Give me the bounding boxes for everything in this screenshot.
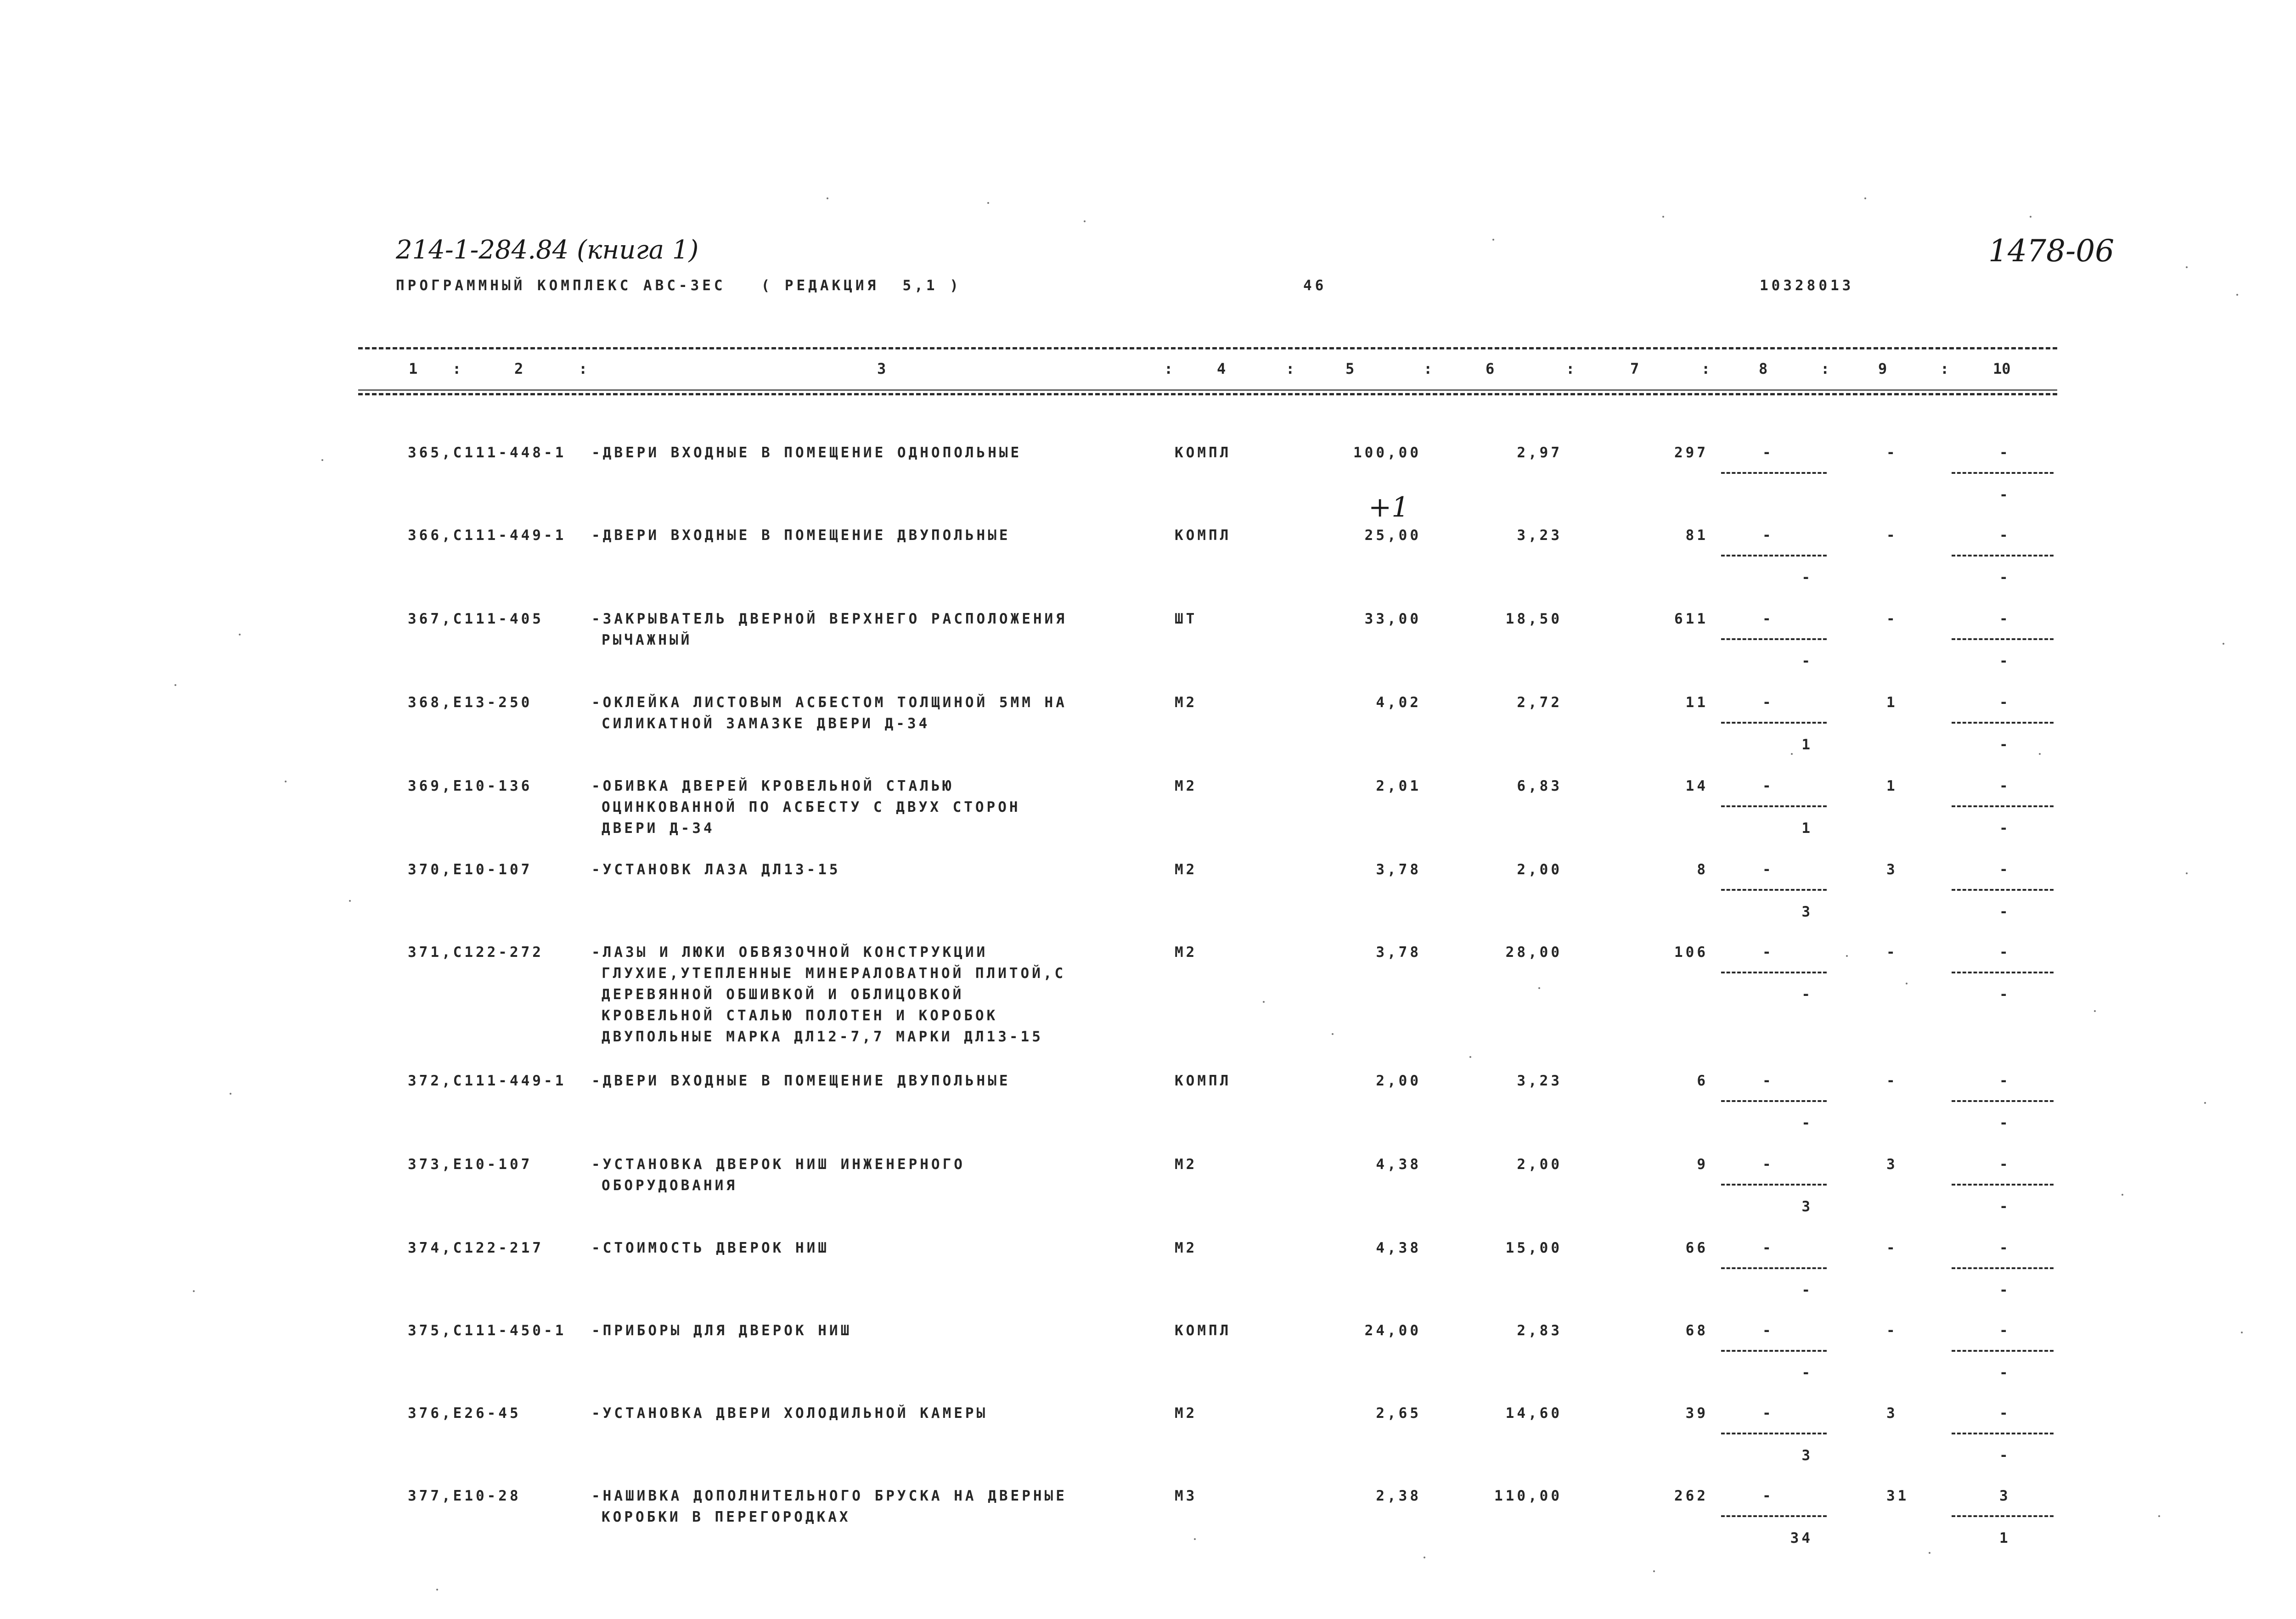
- item-description-line: КОРОБКИ В ПЕРЕГОРОДКАХ: [602, 1509, 851, 1525]
- item-description-line: -ЛАЗЫ И ЛЮКИ ОБВЯЗОЧНОЙ КОНСТРУКЦИИ: [591, 944, 988, 961]
- subtotal-rule-col8: [1721, 972, 1827, 973]
- item-code: 370,Е10-107: [408, 861, 533, 878]
- subtotal-rule-col10: [1952, 1350, 2054, 1352]
- header-bottom-rule: [358, 393, 2057, 395]
- quantity: 100,00: [1353, 444, 1421, 461]
- column-separator: :: [1821, 360, 1830, 377]
- col8-subvalue: 34: [1790, 1530, 1813, 1546]
- item-description-line: -НАШИВКА ДОПОЛНИТЕЛЬНОГО БРУСКА НА ДВЕРНЫЕ: [591, 1488, 1067, 1504]
- subtotal-rule-col8: [1721, 555, 1827, 557]
- unit: КОМПЛ: [1175, 1322, 1232, 1339]
- col8-value: -: [1762, 944, 1774, 961]
- quantity: 4,38: [1376, 1240, 1421, 1256]
- scan-speck: [1469, 1056, 1471, 1058]
- unit-price: 15,00: [1505, 1240, 1562, 1256]
- item-description-line: -УСТАНОВК ЛАЗА ДЛ13-15: [591, 861, 841, 878]
- scan-speck: [2094, 1010, 2096, 1012]
- total-cost: 611: [1674, 611, 1708, 627]
- item-description-line: КРОВЕЛЬНОЙ СТАЛЬЮ ПОЛОТЕН И КОРОБОК: [602, 1007, 998, 1024]
- subtotal-rule-col10: [1952, 555, 2054, 557]
- col10-subvalue: 1: [1999, 1530, 2011, 1546]
- col10-subvalue: -: [1999, 569, 2011, 586]
- subtotal-rule-col8: [1721, 472, 1827, 474]
- subtotal-rule-col10: [1952, 1433, 2054, 1434]
- subtotal-rule-col8: [1721, 1267, 1827, 1269]
- col8-subvalue: 3: [1801, 1198, 1813, 1215]
- scan-speck: [193, 1290, 195, 1292]
- quantity: 2,38: [1376, 1488, 1421, 1504]
- col8-subvalue: 1: [1801, 820, 1813, 837]
- handwritten-book-code: 214-1-284.84 (книга 1): [396, 235, 699, 265]
- program-line: ПРОГРАММНЫЙ КОМПЛЕКС АВС-ЗЕС ( РЕДАКЦИЯ 5,1 ): [396, 277, 962, 294]
- col8-value: -: [1762, 1488, 1774, 1504]
- item-code: 369,Е10-136: [408, 778, 533, 794]
- scan-speck: [1424, 1557, 1425, 1558]
- unit-price: 3,23: [1517, 527, 1562, 544]
- item-description-line: РЫЧАЖНЫЙ: [602, 632, 692, 648]
- unit-price: 2,72: [1517, 694, 1562, 711]
- subtotal-rule-col8: [1721, 889, 1827, 891]
- scan-speck: [1864, 197, 1866, 199]
- col10-subvalue: -: [1999, 736, 2011, 753]
- scan-speck: [1492, 239, 1494, 241]
- unit-price: 2,97: [1517, 444, 1562, 461]
- quantity: 2,65: [1376, 1405, 1421, 1422]
- col10-value: -: [1999, 611, 2011, 627]
- subtotal-rule-col10: [1952, 1267, 2054, 1269]
- item-description-line: ОЦИНКОВАННОЙ ПО АСБЕСТУ С ДВУХ СТОРОН: [602, 799, 1021, 815]
- column-separator: :: [452, 360, 461, 377]
- col10-value: -: [1999, 1073, 2011, 1089]
- quantity: 2,01: [1376, 778, 1421, 794]
- item-code: 373,Е10-107: [408, 1156, 533, 1173]
- quantity: 2,00: [1376, 1073, 1421, 1089]
- quantity: 4,02: [1376, 694, 1421, 711]
- unit: КОМПЛ: [1175, 527, 1232, 544]
- col8-value: -: [1762, 1322, 1774, 1339]
- scan-speck: [1929, 1552, 1930, 1554]
- item-description-line: -СТОИМОСТЬ ДВЕРОК НИШ: [591, 1240, 829, 1256]
- col10-value: -: [1999, 1322, 2011, 1339]
- item-code: 375,С111-450-1: [408, 1322, 567, 1339]
- column-separator: :: [1940, 360, 1949, 377]
- total-cost: 81: [1685, 527, 1708, 544]
- subtotal-rule-col8: [1721, 1184, 1827, 1186]
- item-code: 374,С122-217: [408, 1240, 544, 1256]
- unit: М2: [1175, 944, 1198, 961]
- unit-price: 2,00: [1517, 861, 1562, 878]
- col8-value: -: [1762, 527, 1774, 544]
- col8-value: -: [1762, 611, 1774, 627]
- total-cost: 262: [1674, 1488, 1708, 1504]
- handwritten-plus-annotation: +1: [1368, 491, 1409, 523]
- scan-speck: [2030, 216, 2032, 218]
- unit: М2: [1175, 1156, 1198, 1173]
- scan-speck: [285, 781, 287, 782]
- quantity: 25,00: [1364, 527, 1421, 544]
- unit: КОМПЛ: [1175, 444, 1232, 461]
- col10-subvalue: -: [1999, 1447, 2011, 1464]
- unit-price: 110,00: [1494, 1488, 1562, 1504]
- subtotal-rule-col8: [1721, 638, 1827, 640]
- col10-value: -: [1999, 861, 2011, 878]
- item-code: 377,Е10-28: [408, 1488, 521, 1504]
- col9-value: 1: [1886, 778, 1898, 794]
- col8-subvalue: -: [1801, 569, 1813, 586]
- col10-value: -: [1999, 527, 2011, 544]
- handwritten-register-number: 1478-06: [1988, 233, 2115, 269]
- col9-value: 1: [1886, 694, 1898, 711]
- scan-speck: [1538, 987, 1540, 989]
- column-header-3: 3: [877, 360, 886, 377]
- scan-speck: [230, 1093, 231, 1095]
- item-code: 372,С111-449-1: [408, 1073, 567, 1089]
- col8-value: -: [1762, 778, 1774, 794]
- item-description-line: ГЛУХИЕ,УТЕПЛЕННЫЕ МИНЕРАЛОВАТНОЙ ПЛИТОЙ,С: [602, 965, 1066, 982]
- total-cost: 11: [1685, 694, 1708, 711]
- col9-value: 3: [1886, 861, 1898, 878]
- col10-value: -: [1999, 1240, 2011, 1256]
- col8-value: -: [1762, 1405, 1774, 1422]
- column-header-8: 8: [1759, 360, 1768, 377]
- subtotal-rule-col10: [1952, 1184, 2054, 1186]
- col10-value: -: [1999, 778, 2011, 794]
- col8-subvalue: 1: [1801, 736, 1813, 753]
- col9-value: -: [1886, 1073, 1898, 1089]
- subtotal-rule-col10: [1952, 1100, 2054, 1102]
- col8-subvalue: -: [1801, 1282, 1813, 1299]
- column-separator: :: [1424, 360, 1433, 377]
- col9-value: -: [1886, 1240, 1898, 1256]
- subtotal-rule-col8: [1721, 805, 1827, 807]
- scan-speck: [321, 459, 323, 461]
- scan-speck: [2039, 753, 2041, 755]
- col9-value: -: [1886, 611, 1898, 627]
- item-code: 376,Е26-45: [408, 1405, 521, 1422]
- total-cost: 6: [1697, 1073, 1708, 1089]
- quantity: 3,78: [1376, 861, 1421, 878]
- item-description-line: ОБОРУДОВАНИЯ: [602, 1177, 737, 1194]
- column-header-2: 2: [514, 360, 523, 377]
- col8-subvalue: -: [1801, 1115, 1813, 1131]
- col8-value: -: [1762, 444, 1774, 461]
- subtotal-rule-col10: [1952, 805, 2054, 807]
- col10-value: 3: [1999, 1488, 2011, 1504]
- scan-speck: [2122, 1194, 2123, 1196]
- col8-value: -: [1762, 1240, 1774, 1256]
- item-code: 368,Е13-250: [408, 694, 533, 711]
- unit: М2: [1175, 861, 1198, 878]
- col10-value: -: [1999, 1405, 2011, 1422]
- scan-speck: [349, 900, 351, 902]
- unit-price: 2,83: [1517, 1322, 1562, 1339]
- col8-subvalue: -: [1801, 653, 1813, 669]
- item-code: 371,С122-272: [408, 944, 544, 961]
- col8-value: -: [1762, 1073, 1774, 1089]
- col8-value: -: [1762, 694, 1774, 711]
- unit-price: 3,23: [1517, 1073, 1562, 1089]
- total-cost: 39: [1685, 1405, 1708, 1422]
- quantity: 24,00: [1364, 1322, 1421, 1339]
- total-cost: 66: [1685, 1240, 1708, 1256]
- item-description-line: -ОБИВКА ДВЕРЕЙ КРОВЕЛЬНОЙ СТАЛЬЮ: [591, 778, 954, 794]
- unit: ШТ: [1175, 611, 1198, 627]
- scan-speck: [2186, 266, 2188, 268]
- col10-value: -: [1999, 944, 2011, 961]
- unit-price: 6,83: [1517, 778, 1562, 794]
- col9-value: -: [1886, 527, 1898, 544]
- unit-price: 14,60: [1505, 1405, 1562, 1422]
- col10-subvalue: -: [1999, 653, 2011, 669]
- column-header-10: 10: [1993, 360, 2011, 377]
- scan-speck: [2204, 1102, 2206, 1104]
- total-cost: 14: [1685, 778, 1708, 794]
- scan-speck: [2223, 643, 2224, 645]
- unit: М2: [1175, 1405, 1198, 1422]
- col10-subvalue: -: [1999, 1365, 2011, 1381]
- subtotal-rule-col10: [1952, 889, 2054, 891]
- item-code: 366,С111-449-1: [408, 527, 567, 544]
- col10-value: -: [1999, 1156, 2011, 1173]
- scan-speck: [1906, 983, 1908, 984]
- col10-subvalue: -: [1999, 986, 2011, 1003]
- item-description-line: ДВУПОЛЬНЫЕ МАРКА ДЛ12-7,7 МАРКИ ДЛ13-15: [602, 1029, 1043, 1045]
- quantity: 4,38: [1376, 1156, 1421, 1173]
- col10-subvalue: -: [1999, 820, 2011, 837]
- column-header-9: 9: [1878, 360, 1887, 377]
- scan-speck: [1263, 1001, 1265, 1003]
- col10-subvalue: -: [1999, 904, 2011, 920]
- col10-subvalue: -: [1999, 1198, 2011, 1215]
- col8-subvalue: -: [1801, 986, 1813, 1003]
- scan-speck: [1662, 216, 1664, 218]
- subtotal-rule-col8: [1721, 1433, 1827, 1434]
- header-top-rule: [358, 347, 2057, 349]
- col9-value: -: [1886, 444, 1898, 461]
- scan-speck: [2236, 294, 2238, 296]
- scan-speck: [436, 1589, 438, 1591]
- item-description-line: -УСТАНОВКА ДВЕРИ ХОЛОДИЛЬНОЙ КАМЕРЫ: [591, 1405, 988, 1422]
- scan-speck: [239, 634, 241, 635]
- item-description-line: -ОКЛЕЙКА ЛИСТОВЫМ АСБЕСТОМ ТОЛЩИНОЙ 5ММ НА: [591, 694, 1067, 711]
- scan-speck: [1653, 1570, 1655, 1572]
- item-description-line: ДЕРЕВЯННОЙ ОБШИВКОЙ И ОБЛИЦОВКОЙ: [602, 986, 964, 1003]
- column-header-6: 6: [1486, 360, 1495, 377]
- subtotal-rule-col10: [1952, 638, 2054, 640]
- unit-price: 2,00: [1517, 1156, 1562, 1173]
- header-bottom-edge: [358, 389, 2057, 391]
- item-description-line: -ДВЕРИ ВХОДНЫЕ В ПОМЕЩЕНИЕ ОДНОПОЛЬНЫЕ: [591, 444, 1022, 461]
- item-description-line: СИЛИКАТНОЙ ЗАМАЗКЕ ДВЕРИ Д-34: [602, 715, 930, 732]
- scan-speck: [2158, 1515, 2160, 1517]
- item-description-line: -УСТАНОВКА ДВЕРОК НИШ ИНЖЕНЕРНОГО: [591, 1156, 965, 1173]
- total-cost: 8: [1697, 861, 1708, 878]
- scan-speck: [1846, 955, 1848, 957]
- total-cost: 68: [1685, 1322, 1708, 1339]
- column-header-5: 5: [1345, 360, 1355, 377]
- item-code: 365,С111-448-1: [408, 444, 567, 461]
- quantity: 33,00: [1364, 611, 1421, 627]
- column-separator: :: [1566, 360, 1575, 377]
- total-cost: 9: [1697, 1156, 1708, 1173]
- column-header-7: 7: [1630, 360, 1639, 377]
- column-separator: :: [1286, 360, 1295, 377]
- unit: М2: [1175, 778, 1198, 794]
- scan-speck: [1194, 1538, 1196, 1540]
- subtotal-rule-col10: [1952, 722, 2054, 724]
- col10-subvalue: -: [1999, 1115, 2011, 1131]
- total-cost: 297: [1674, 444, 1708, 461]
- scan-speck: [174, 684, 176, 686]
- subtotal-rule-col8: [1721, 1100, 1827, 1102]
- col8-value: -: [1762, 861, 1774, 878]
- unit: М2: [1175, 694, 1198, 711]
- col9-value: 3: [1886, 1405, 1898, 1422]
- subtotal-rule-col10: [1952, 472, 2054, 474]
- column-header-1: 1: [409, 360, 418, 377]
- scan-speck: [987, 202, 989, 204]
- col8-value: -: [1762, 1156, 1774, 1173]
- subtotal-rule-col8: [1721, 722, 1827, 724]
- unit-price: 28,00: [1505, 944, 1562, 961]
- scan-speck: [1791, 753, 1793, 755]
- item-description-line: -ЗАКРЫВАТЕЛЬ ДВЕРНОЙ ВЕРХНЕГО РАСПОЛОЖЕНИЯ: [591, 611, 1067, 627]
- col9-value: -: [1886, 1322, 1898, 1339]
- col10-subvalue: -: [1999, 487, 2011, 503]
- unit: М3: [1175, 1488, 1198, 1504]
- col9-value: 31: [1886, 1488, 1909, 1504]
- scan-speck: [1332, 1033, 1334, 1035]
- subtotal-rule-col10: [1952, 1515, 2054, 1517]
- item-description-line: -ДВЕРИ ВХОДНЫЕ В ПОМЕЩЕНИЕ ДВУПОЛЬНЫЕ: [591, 527, 1011, 544]
- item-code: 367,С111-405: [408, 611, 544, 627]
- item-description-line: -ДВЕРИ ВХОДНЫЕ В ПОМЕЩЕНИЕ ДВУПОЛЬНЫЕ: [591, 1073, 1011, 1089]
- column-separator: :: [579, 360, 588, 377]
- column-separator: :: [1164, 360, 1173, 377]
- col10-subvalue: -: [1999, 1282, 2011, 1299]
- scan-speck: [2241, 1332, 2243, 1333]
- item-description-line: ДВЕРИ Д-34: [602, 820, 715, 837]
- item-description-line: -ПРИБОРЫ ДЛЯ ДВЕРОК НИШ: [591, 1322, 852, 1339]
- quantity: 3,78: [1376, 944, 1421, 961]
- col8-subvalue: 3: [1801, 1447, 1813, 1464]
- col8-subvalue: 3: [1801, 904, 1813, 920]
- col10-value: -: [1999, 444, 2011, 461]
- column-separator: :: [1701, 360, 1711, 377]
- subtotal-rule-col8: [1721, 1350, 1827, 1352]
- document-code: 10328013: [1760, 277, 1854, 294]
- col9-value: -: [1886, 944, 1898, 961]
- col10-value: -: [1999, 694, 2011, 711]
- page-number: 46: [1303, 277, 1327, 294]
- total-cost: 106: [1674, 944, 1708, 961]
- scan-speck: [1084, 220, 1086, 222]
- col8-subvalue: -: [1801, 1365, 1813, 1381]
- unit-price: 18,50: [1505, 611, 1562, 627]
- scan-speck: [827, 197, 828, 199]
- subtotal-rule-col10: [1952, 972, 2054, 973]
- unit: КОМПЛ: [1175, 1073, 1232, 1089]
- subtotal-rule-col8: [1721, 1515, 1827, 1517]
- column-header-4: 4: [1217, 360, 1226, 377]
- scan-speck: [2186, 872, 2188, 874]
- unit: М2: [1175, 1240, 1198, 1256]
- col9-value: 3: [1886, 1156, 1898, 1173]
